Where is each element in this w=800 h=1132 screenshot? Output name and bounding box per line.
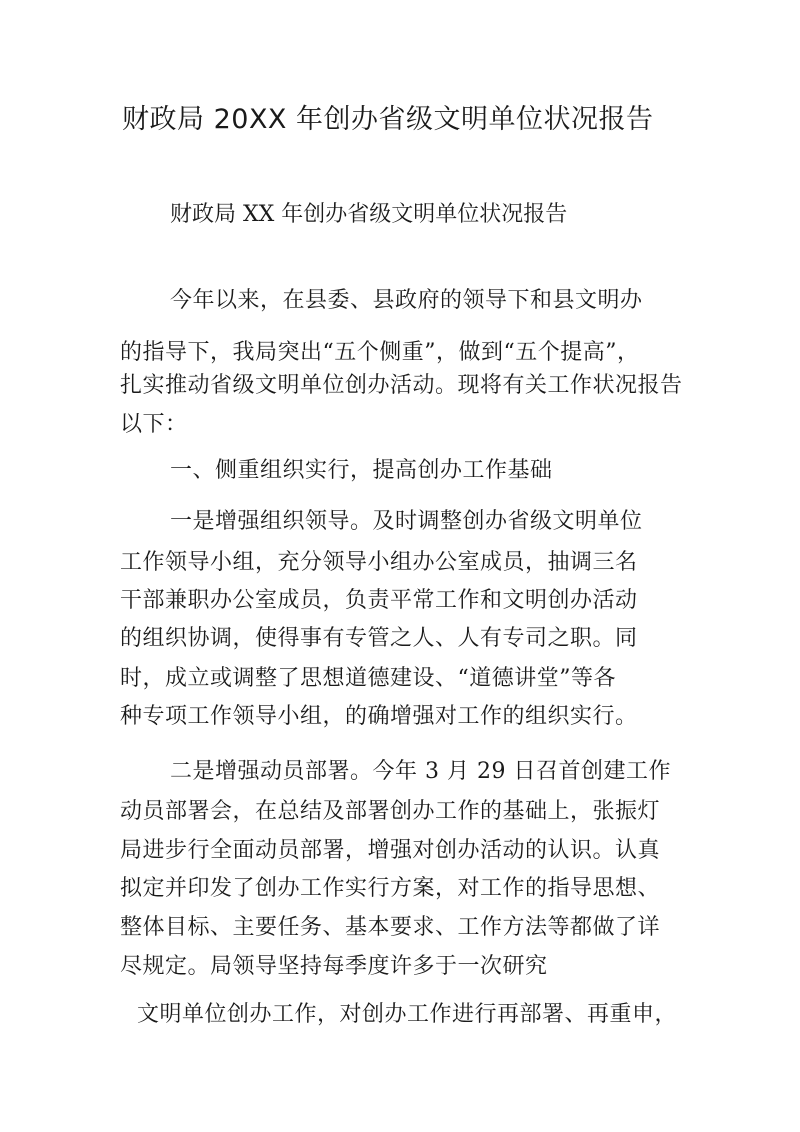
paragraph-line: 拟定并印发了创办工作实行方案，对工作的指导思想、	[120, 876, 661, 901]
paragraph-line: 一是增强组织领导。及时调整创办省级文明单位	[170, 509, 643, 534]
paragraph-line: 整体目标、主要任务、基本要求、工作方法等都做了详	[120, 915, 661, 940]
paragraph-line: 二是增强动员部署。今年 3 月 29 日召首创建工作	[170, 759, 671, 784]
paragraph-line: 的组织协调，使得事有专管之人、人有专司之职。同	[120, 626, 638, 651]
document-subtitle: 财政局 XX 年创办省级文明单位状况报告	[170, 202, 568, 227]
paragraph-line: 动员部署会，在总结及部署创办工作的基础上，张振灯	[120, 799, 661, 824]
paragraph-line: 文明单位创办工作，对创办工作进行再部署、再重申，	[137, 1002, 678, 1027]
section-heading: 一、侧重组织实行，提高创办工作基础	[170, 458, 553, 483]
paragraph-line: 种专项工作领导小组，的确增强对工作的组织实行。	[120, 704, 638, 729]
paragraph-line: 时，成立或调整了思想道德建设、“道德讲堂”等各	[120, 666, 616, 691]
paragraph-line: 干部兼职办公室成员，负责平常工作和文明创办活动	[120, 588, 638, 613]
paragraph-line: 局进步行全面动员部署，增强对创办活动的认识。认真	[120, 838, 661, 863]
paragraph-line: 以下：	[120, 412, 188, 437]
paragraph-line: 今年以来，在县委、县政府的领导下和县文明办	[170, 288, 643, 313]
document-title: 财政局 20XX 年创办省级文明单位状况报告	[122, 104, 654, 135]
paragraph-line: 尽规定。局领导坚持每季度许多于一次研究	[120, 954, 548, 979]
paragraph-line: 扎实推动省级文明单位创办活动。现将有关工作状况报告	[120, 373, 683, 398]
paragraph-line: 工作领导小组，充分领导小组办公室成员，抽调三名	[120, 550, 638, 575]
paragraph-line: 的指导下，我局突出“五个侧重”，做到“五个提高”，	[120, 340, 640, 365]
